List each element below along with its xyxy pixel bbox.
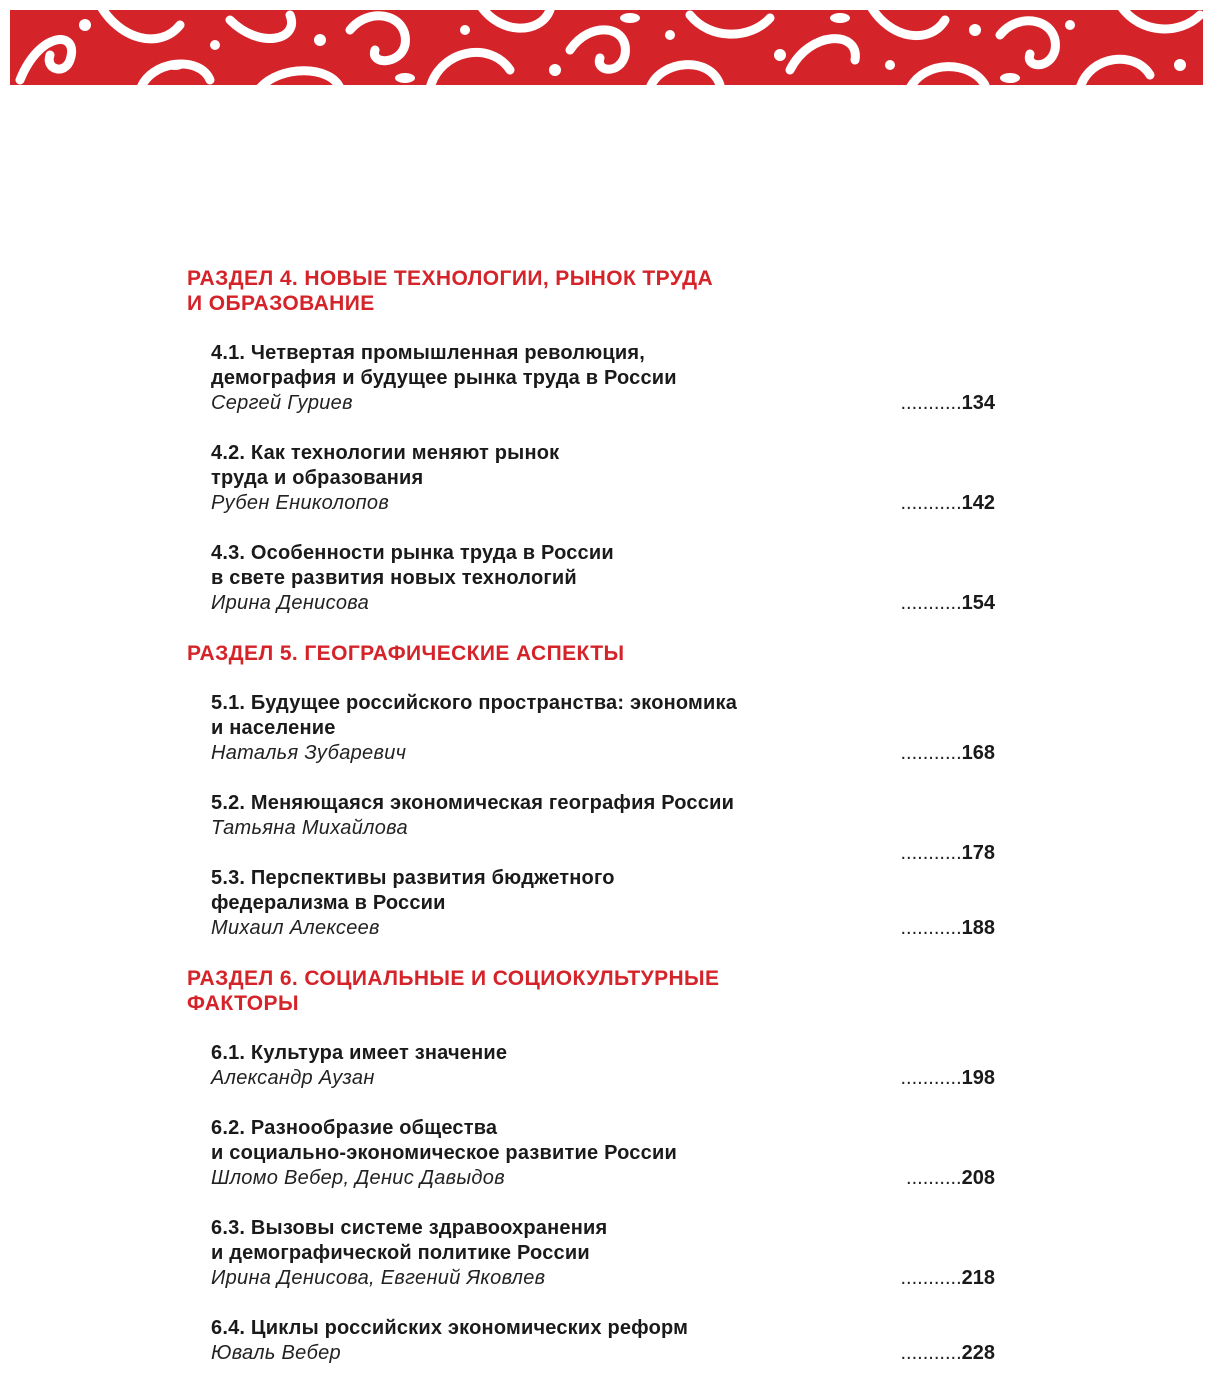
entry-title: 6.1. Культура имеет значение	[211, 1042, 508, 1064]
toc-entry[interactable]	[211, 691, 1001, 771]
entry-author: Татьяна Михайлова	[211, 817, 408, 839]
entry-page: ...........198	[900, 1067, 995, 1089]
entry-author: Шломо Вебер, Денис Давыдов	[211, 1167, 505, 1189]
section-title: РАЗДЕЛ 6. СОЦИАЛЬНЫЕ И СОЦИОКУЛЬТУРНЫЕ ФАКТОРЫ	[187, 967, 720, 1015]
entry-title: 5.3. Перспективы развития бюджетного федерализма в России	[211, 867, 615, 914]
entry-page: ..........208	[906, 1167, 995, 1189]
toc-entry[interactable]	[211, 866, 1001, 946]
entry-title: 4.3. Особенности рынка труда в России в свете развития новых технологий	[211, 542, 614, 589]
entry-page: ...........154	[900, 592, 995, 614]
toc-entry[interactable]	[211, 791, 1001, 871]
toc-entry[interactable]	[211, 1041, 1001, 1121]
section-title: РАЗДЕЛ 5. ГЕОГРАФИЧЕСКИЕ АСПЕКТЫ	[187, 642, 625, 665]
toc-entry[interactable]	[211, 541, 1001, 621]
entry-page: ...........134	[900, 392, 995, 414]
entry-title: 6.2. Разнообразие общества и социально-экономическое развитие России	[211, 1117, 677, 1164]
entry-title: 6.3. Вызовы системе здравоохранения и демографической политике России	[211, 1217, 608, 1264]
entry-title: 4.1. Четвертая промышленная революция, демография и будущее рынка труда в России	[211, 342, 677, 389]
entry-page: ...........178	[900, 842, 995, 864]
entry-author: Сергей Гуриев	[211, 392, 353, 414]
entry-author: Ирина Денисова, Евгений Яковлев	[211, 1267, 546, 1289]
toc-entry[interactable]	[211, 1116, 1001, 1196]
entry-title: 6.4. Циклы российских экономических реформ	[211, 1317, 689, 1339]
entry-author: Александр Аузан	[211, 1067, 375, 1089]
entry-author: Наталья Зубаревич	[211, 742, 407, 764]
entry-page: ...........228	[900, 1342, 995, 1364]
entry-author: Михаил Алексеев	[211, 917, 380, 939]
toc-entry[interactable]	[211, 441, 1001, 521]
entry-author: Юваль Вебер	[211, 1342, 341, 1364]
toc-entry[interactable]	[211, 341, 1001, 421]
entry-page: ...........188	[900, 917, 995, 939]
entry-author: Ирина Денисова	[211, 592, 370, 614]
entry-title: 5.1. Будущее российского пространства: экономика и население	[211, 692, 738, 739]
entry-title: 5.2. Меняющаяся экономическая география России	[211, 792, 735, 814]
entry-title: 4.2. Как технологии меняют рынок труда и образования	[211, 442, 560, 489]
toc-entry[interactable]	[211, 1316, 1001, 1376]
toc-entry[interactable]	[211, 1216, 1001, 1296]
entry-page: ...........218	[900, 1267, 995, 1289]
entry-author: Рубен Ениколопов	[211, 492, 390, 514]
section-title: РАЗДЕЛ 4. НОВЫЕ ТЕХНОЛОГИИ, РЫНОК ТРУДА И ОБРАЗОВАНИЕ	[187, 267, 714, 315]
entry-page: ...........142	[900, 492, 995, 514]
entry-page: ...........168	[900, 742, 995, 764]
decorative-ornament-banner	[10, 10, 1203, 85]
